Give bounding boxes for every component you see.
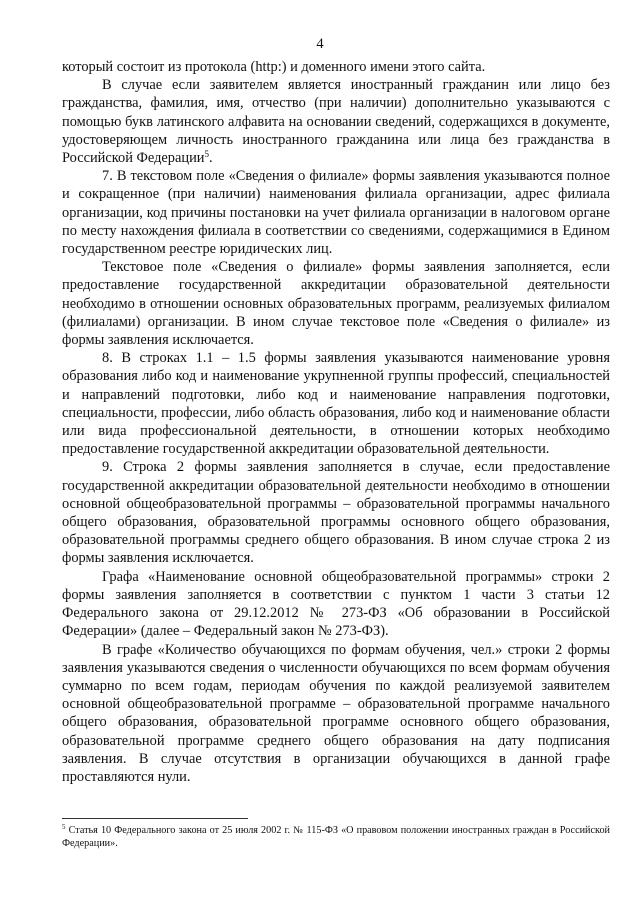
footnote-text: Статья 10 Федерального закона от 25 июля 2002 г. № 115-ФЗ «О правовом положении иностранных граждан в Российской Федерации».: [62, 825, 610, 849]
footnote-marker: 5: [62, 823, 66, 831]
paragraph-item-9: 9. Строка 2 формы заявления заполняется в случае, если предоставление государственной аккредитации образовательной деятельности необходимо в отношении основной общеобразовательной программы – образовательной программы начального общего образования, образовательной программы основного общего образования, образовательной программы среднего общего образования. В ином случае строка 2 из формы заявления исключается.: [62, 459, 610, 567]
paragraph-foreign-citizen: [62, 76, 610, 167]
paragraph-students-count-column: В графе «Количество обучающихся по формам обучения, чел.» строки 2 формы заявления указываются сведения о численности обучающихся по всем формам обучения суммарно по всем годам, периодам обучения по каждой реализуемой заявителем основной общеобразовательной программе – образовательной программе начального общего образования, образовательной программе основного общего образования, образовательной программе среднего общего образования на дату подписания заявления. В случае отсутствия в организации обучающихся в данной графе проставляются нули.: [62, 641, 610, 785]
paragraph-foreign-citizen-text: В случае если заявителем является иностранный гражданин или лицо без гражданства, фамилия, имя, отчество (при наличии) дополнительно указываются с помощью букв латинского алфавита на основании сведений, содержащихся в документе, удостоверяющем личность иностранного гражданина или лица без гражданства в Российской Федерации: [62, 77, 610, 167]
paragraph-item-7: 7. В текстовом поле «Сведения о филиале» формы заявления указываются полное и сокращенное (при наличии) наименования филиала организации, адрес филиала организации, код причины постановки на учет филиала организации в налоговом органе по месту нахождения филиала в соответствии со сведениями, содержащимися в Едином государственном реестре юридических лиц.: [62, 168, 610, 258]
paragraph-branch-field: Текстовое поле «Сведения о филиале» формы заявления заполняется, если предоставление государственной аккредитации образовательной деятельности необходимо в отношении основных образовательных программ, реализуемых филиалом (филиалами) организации. В ином случае текстовое поле «Сведения о филиале» из формы заявления исключается.: [62, 259, 610, 349]
paragraph-foreign-citizen-end: .: [208, 150, 213, 167]
page-number: 4: [316, 36, 324, 52]
paragraph-continuation: который состоит из протокола (http:) и доменного имени этого сайта.: [62, 59, 486, 75]
footnote-reference: 5: [204, 149, 209, 160]
paragraph-program-name-column: Графа «Наименование основной общеобразовательной программы» строки 2 формы заявления заполняется в соответствии с пунктом 1 части 3 статьи 12 Федерального закона от 29.12.2012 № 273-ФЗ «Об образовании в Российской Федерации» (далее – Федеральный закон № 273-ФЗ).: [62, 568, 610, 640]
document-body: [62, 58, 610, 786]
footnote: [62, 824, 610, 850]
paragraph-item-8: 8. В строках 1.1 – 1.5 формы заявления указываются наименование уровня образования либо код и наименование укрупненной группы профессий, специальностей и направлений подготовки, либо код и наименование направления подготовки, специальности, профессии, либо область образования, либо код и наименование области или вида профессиональной деятельности, в отношении которых необходимо предоставление государственной аккредитации образовательной деятельности.: [62, 350, 610, 458]
footnote-separator: [62, 818, 248, 819]
